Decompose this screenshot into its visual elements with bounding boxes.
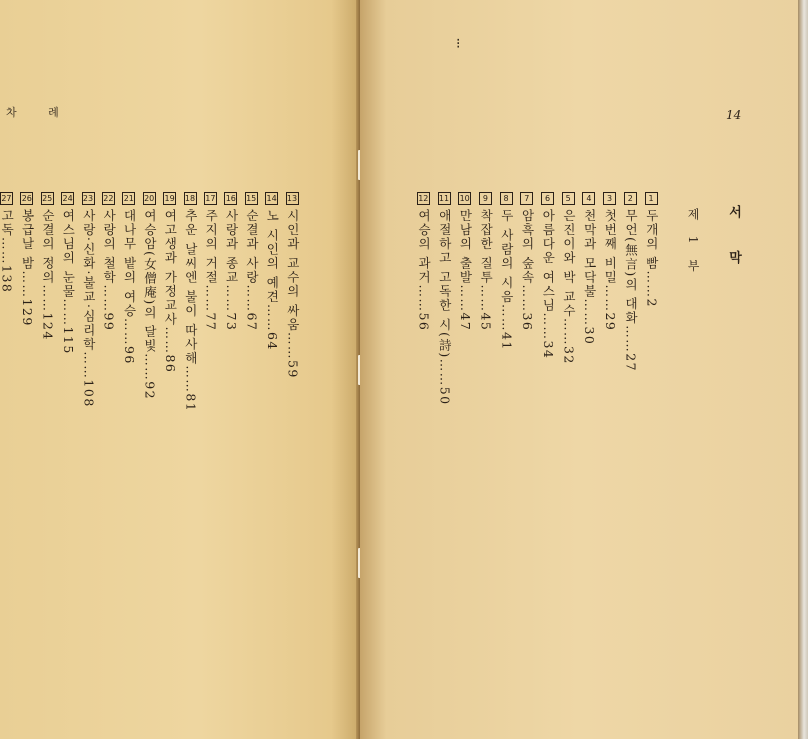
toc-entry-title: 순결과 사랑……67 [244,209,260,332]
left-page [0,0,360,739]
toc-entry-title: 착잡한 질투……45 [478,209,494,332]
toc-entry-title: 두개의 빰……2 [644,209,660,308]
toc-entry-number: 10 [459,194,470,203]
toc-entry-title: 고독……138 [0,209,15,294]
toc-entry-title: 사랑과 종교……73 [224,209,240,332]
toc-entry-number: 14 [266,194,277,203]
toc-entry-number: 19 [164,194,175,203]
ink-mark: ⁝ [456,36,461,52]
toc-entry [643,192,659,308]
toc-entry [121,192,137,365]
toc-entry-title: 천막과 모닥불……30 [582,209,598,346]
toc-entry-title: 무언(無言)의 대화……27 [623,209,639,373]
toc-entry [436,192,452,406]
toc-entry-title: 봉급날 밤……129 [20,209,36,327]
toc-entry [243,192,259,331]
toc-entry-number: 4 [582,192,595,205]
toc-entry-number: 11 [438,194,450,203]
toc-entry [223,192,239,331]
toc-entry [284,192,300,379]
toc-entry [264,192,280,351]
page-edge [798,0,808,739]
toc-entry [60,192,76,355]
toc-entry-number: 21 [123,194,134,203]
toc-entry-number: 18 [184,194,196,203]
toc-entry-title: 만남의 출발……47 [457,209,473,332]
toc-entry-number: 15 [246,194,257,203]
toc-entry [560,192,576,365]
toc-entry-number: 25 [42,194,53,203]
toc-entry [477,192,493,331]
toc-entry-title: 아름다운 여스님……34 [540,209,556,360]
toc-entry [540,192,556,359]
toc-entry-title: 대나무 밭의 여승……96 [122,209,138,365]
toc-entry-number: 22 [103,194,114,203]
toc-entry-title: 시인과 교수의 싸움……59 [285,209,301,379]
toc-entry-number: 20 [144,194,155,203]
toc-entry [80,192,96,408]
page-number: 14 [726,108,742,122]
toc-entry [182,192,198,412]
toc-entry-number: 3 [603,192,616,205]
toc-entry [498,192,514,351]
toc-entry-title: 여스님의 눈물……115 [60,209,76,355]
toc-entry [141,192,157,400]
toc-entry-number: 26 [21,194,32,203]
toc-entry [457,192,473,331]
toc-entry-number: 8 [500,192,513,205]
toc-entry [519,192,535,331]
toc-entry-number: 12 [418,194,429,203]
toc-entry [0,192,14,293]
toc-entry-title: 주지의 거절……77 [203,209,219,332]
toc-entry [202,192,218,331]
toc-entry-number: 17 [205,194,216,203]
toc-entry-title: 여고생과 가정교사……86 [162,209,178,374]
toc-entry [19,192,35,327]
section-title: 서 막 [726,205,741,278]
toc-entry [415,192,431,331]
toc-entry-title: 추운 날씨엔 불이 따사해……81 [183,209,199,413]
toc-entry-title: 노 시인의 예견……64 [264,209,280,351]
toc-entry [100,192,116,331]
toc-entry-number: 23 [82,194,94,203]
toc-entry-title: 사랑의 철학……99 [101,209,117,332]
toc-entry-title: 첫번째 비밀……29 [602,209,618,332]
toc-entry-title: 사랑·신화·불교·심리학……108 [81,209,97,408]
toc-entry-title: 여승암(女僧庵)의 달빛……92 [142,209,158,401]
toc-entry-number: 24 [62,194,73,203]
toc-entry-title: 순결의 정의……124 [40,209,56,341]
toc-entry-number: 9 [479,192,492,205]
toc-entry-number: 6 [541,192,554,205]
running-head: 차 례 [6,106,73,119]
toc-entry-number: 13 [286,194,298,203]
right-page [360,0,800,739]
part-heading: 제 1 부 [686,208,700,278]
toc-entry [581,192,597,345]
toc-entry-title: 은진이와 박 교수……32 [561,209,577,365]
toc-entry-number: 16 [225,194,236,203]
toc-entry [39,192,55,341]
toc-entry-number: 1 [645,192,658,205]
toc-entry-title: 여승의 과거……56 [416,209,432,332]
toc-entry-number: 7 [520,192,533,205]
toc-entry-title: 애절하고 고독한 시(詩)……50 [437,209,453,406]
toc-entry-number: 2 [624,192,637,205]
toc-entry [622,192,638,372]
toc-entry-title: 두 사람의 시음……41 [499,209,515,351]
toc-entry [162,192,178,373]
toc-entry-title: 암흑의 숲속……36 [520,209,536,332]
toc-entry [602,192,618,331]
toc-entry-number: 27 [1,194,12,203]
toc-entry-number: 5 [562,192,575,205]
